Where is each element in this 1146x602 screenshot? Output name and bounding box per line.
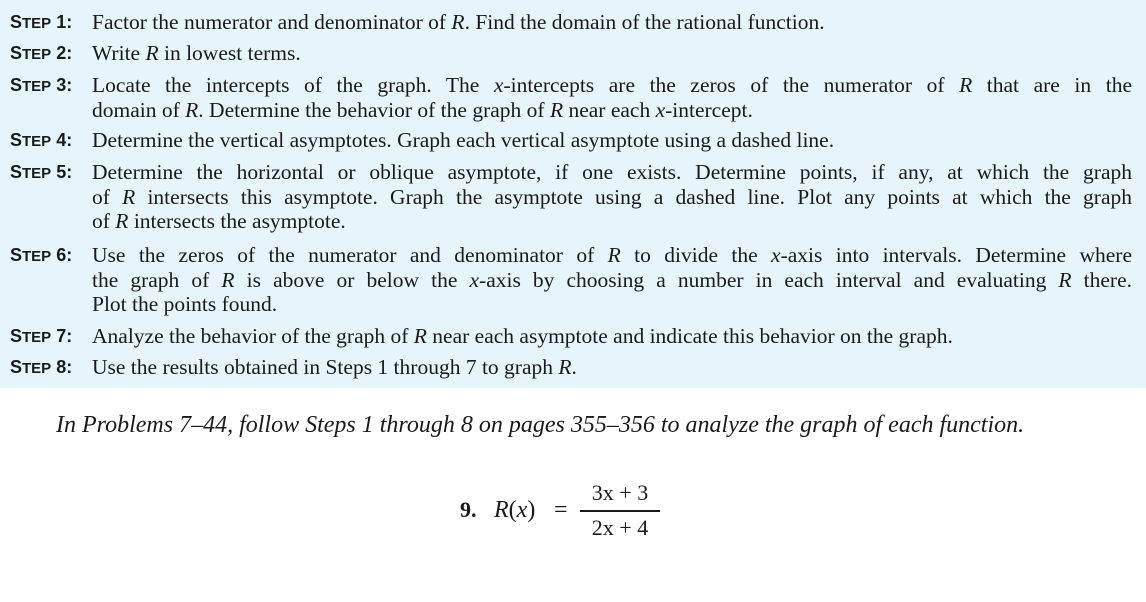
step-label: STEP 2: — [10, 43, 73, 63]
step-line: the graph of R is above or below the x-axis by choosing a number in each interval and evaluating R there. — [92, 267, 1132, 292]
step-text — [92, 160, 1132, 234]
problem-instructions: In Problems 7–44, follow Steps 1 through 8 on pages 355–356 to analyze the graph of each function. — [56, 412, 1025, 438]
function-variable: x — [516, 497, 528, 523]
step-line: Write R in lowest terms. — [92, 41, 301, 65]
step-line: Factor the numerator and denominator of R. Find the domain of the rational function. — [92, 10, 825, 34]
step-line: Determine the vertical asymptotes. Graph each vertical asymptote using a dashed line. — [92, 128, 835, 152]
step-label: STEP 6: — [10, 245, 73, 265]
step-line: Determine the horizontal or oblique asymptote, if one exists. Determine points, if any, at which the graph — [92, 160, 1132, 184]
step-label: STEP 5: — [10, 162, 73, 182]
step-line: Use the results obtained in Steps 1 through 7 to graph R. — [92, 355, 577, 379]
close-paren: ) — [527, 497, 536, 523]
fraction-bar — [580, 510, 660, 512]
step-line: Plot the points found. — [92, 292, 278, 316]
denominator: 2x + 4 — [591, 515, 649, 540]
step-line: domain of R. Determine the behavior of the graph of R near each x-intercept. — [92, 97, 753, 122]
step-text — [92, 243, 1132, 317]
open-paren: ( — [508, 497, 517, 523]
numerator: 3x + 3 — [591, 480, 649, 505]
step-line: of R intersects this asymptote. Graph the asymptote using a dashed line. Plot any points at which the graph — [92, 184, 1132, 209]
step-label: STEP 7: — [10, 326, 73, 346]
step-text — [92, 41, 1132, 66]
problem-number: 9. — [460, 497, 477, 522]
step-label: STEP 1: — [10, 12, 73, 32]
step-line: Analyze the behavior of the graph of R near each asymptote and indicate this behavior on the graph. — [92, 324, 953, 348]
step-label: STEP 4: — [10, 130, 73, 150]
step-label: STEP 3: — [10, 75, 73, 95]
step-line: Locate the intercepts of the graph. The x-intercepts are the zeros of the numerator of R that are in the — [92, 73, 1132, 97]
step-text — [92, 324, 1132, 349]
function-name: R — [494, 497, 509, 523]
step-line: of R intersects the asymptote. — [92, 209, 346, 233]
function-notation — [494, 496, 535, 524]
step-text — [92, 128, 1132, 153]
step-line: Use the zeros of the numerator and denominator of R to divide the x-axis into intervals. Determine where — [92, 243, 1132, 267]
problem-9 — [460, 478, 680, 544]
step-text — [92, 355, 1132, 380]
step-text — [92, 10, 1132, 35]
step-label: STEP 8: — [10, 357, 73, 377]
step-text — [92, 73, 1132, 122]
fraction — [580, 478, 660, 544]
equals-sign: = — [554, 497, 568, 523]
